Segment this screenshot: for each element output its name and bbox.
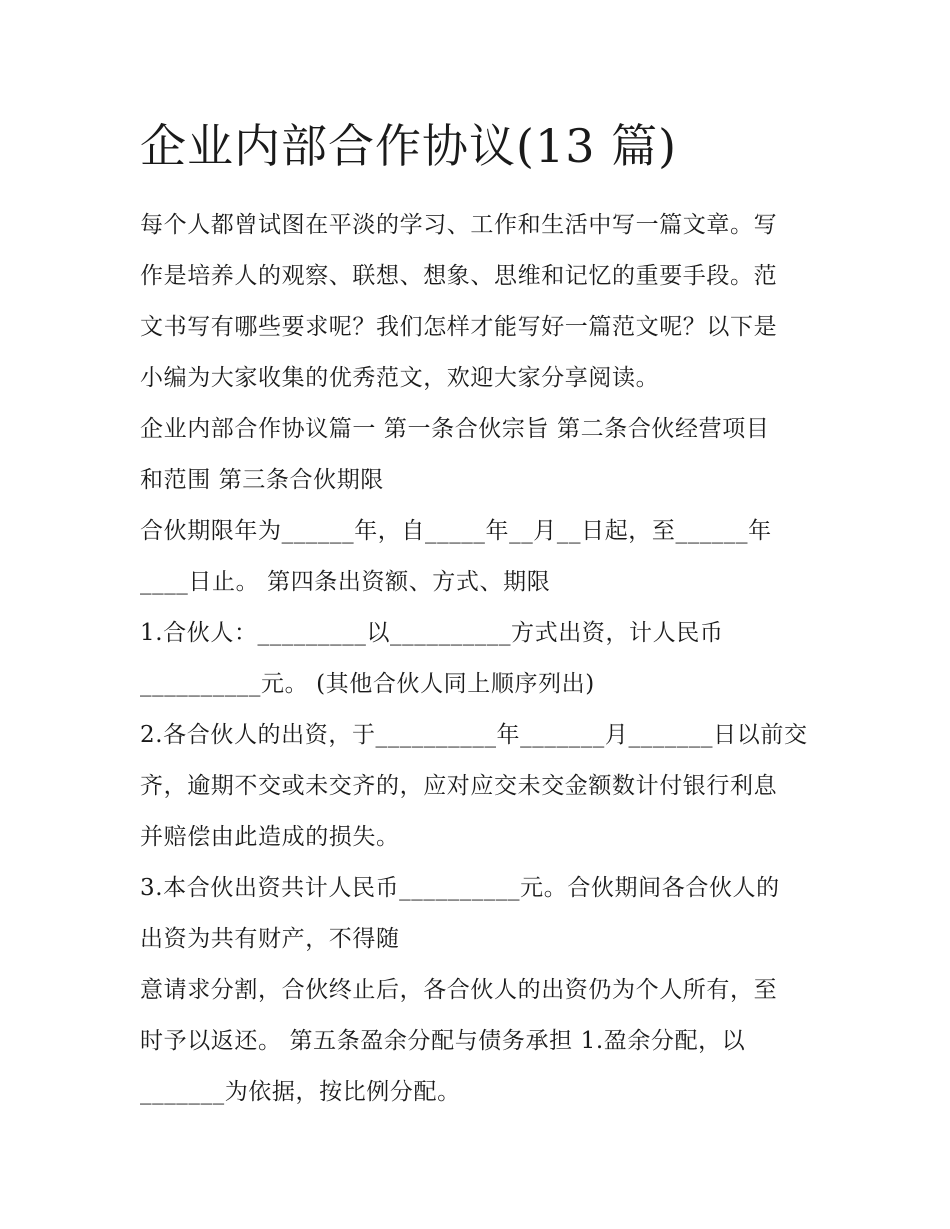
paragraph-line: 齐，逾期不交或未交齐的，应对应交未交金额数计付银行利息 — [140, 773, 778, 799]
paragraph-line: 出资为共有财产，不得随 — [140, 926, 400, 952]
paragraph-line: 时予以返还。 第五条盈余分配与债务承担 1.盈余分配，以 — [140, 1028, 746, 1054]
paragraph-line: 每个人都曾试图在平淡的学习、工作和生活中写一篇文章。写 — [140, 212, 778, 238]
document-body — [140, 200, 820, 1118]
paragraph-line: ____日止。 第四条出资额、方式、期限 — [140, 569, 551, 595]
paragraph-line: 合伙期限年为______年，自_____年__月__日起，至______年 — [140, 518, 772, 544]
paragraph-line: 2.各合伙人的出资，于__________年_______月_______日以前交 — [140, 722, 808, 748]
paragraph-line: 1.合伙人：_________以__________方式出资，计人民币 — [140, 620, 724, 646]
paragraph-line: 3.本合伙出资共计人民币__________元。合伙期间各合伙人的 — [140, 875, 780, 901]
paragraph-line: 文书写有哪些要求呢？我们怎样才能写好一篇范文呢？以下是 — [140, 314, 778, 340]
paragraph-line: 小编为大家收集的优秀范文，欢迎大家分享阅读。 — [140, 365, 660, 391]
paragraph-line: 作是培养人的观察、联想、想象、思维和记忆的重要手段。范 — [140, 263, 778, 289]
paragraph-line: _______为依据，按比例分配。 — [140, 1079, 461, 1105]
paragraph-line: 并赔偿由此造成的损失。 — [140, 824, 400, 850]
paragraph-line: 和范围 第三条合伙期限 — [140, 467, 384, 493]
paragraph-line: __________元。 (其他合伙人同上顺序列出) — [140, 671, 595, 697]
paragraph-line: 企业内部合作协议篇一 第一条合伙宗旨 第二条合伙经营项目 — [140, 416, 770, 442]
page-title: 企业内部合作协议(13 篇) — [140, 119, 678, 173]
paragraph-line: 意请求分割，合伙终止后，各合伙人的出资仍为个人所有，至 — [140, 977, 778, 1003]
